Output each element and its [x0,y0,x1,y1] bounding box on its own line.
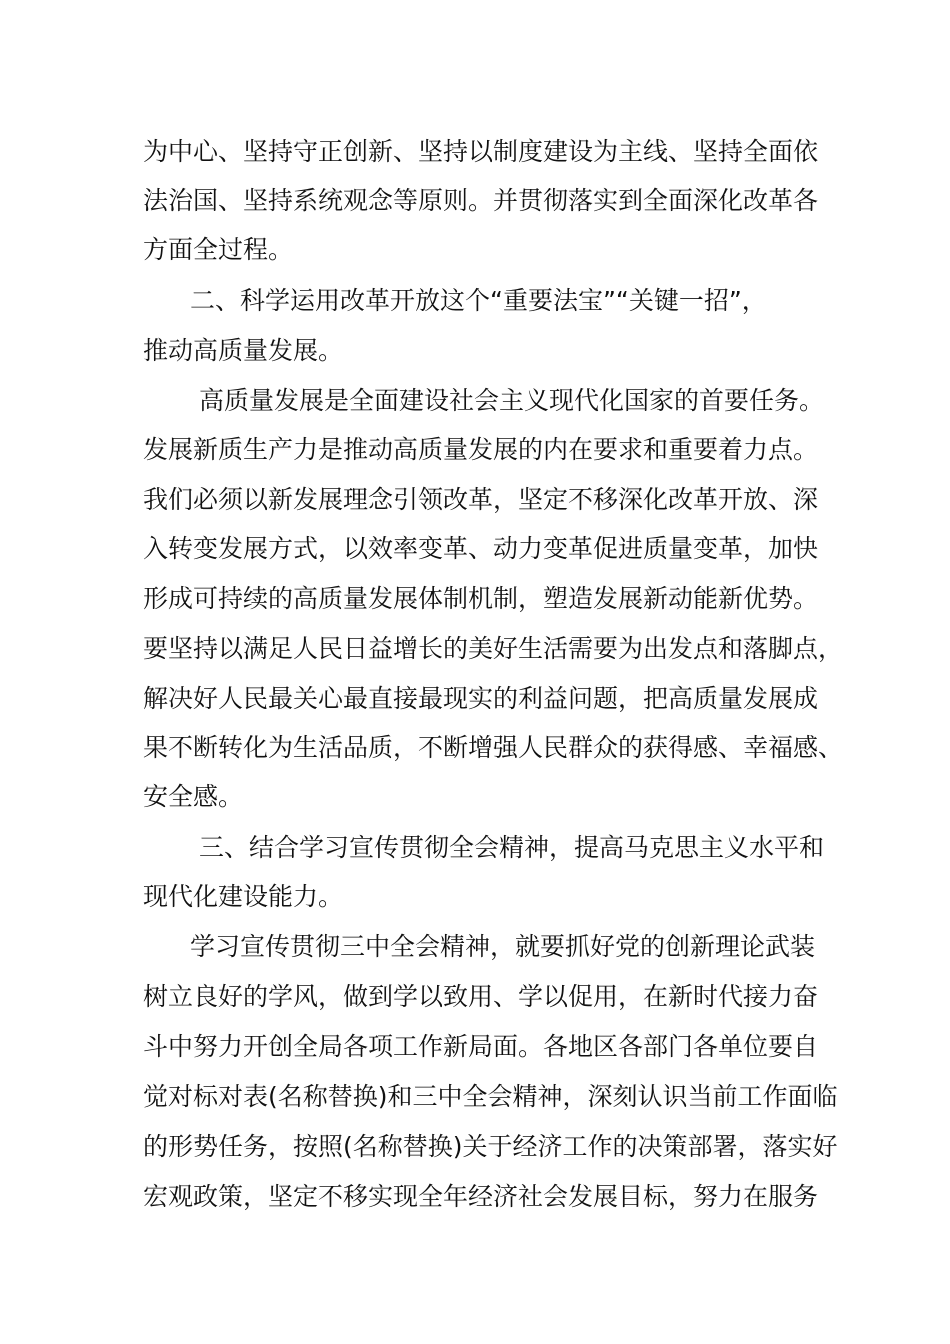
body-text-line: 果不断转化为生活品质，不断增强人民群众的获得感、幸福感、 [143,733,844,762]
body-text-line: 的形势任务，按照(名称替换)关于经济工作的决策部署，落实好 [143,1132,838,1161]
body-text-line: 发展新质生产力是推动高质量发展的内在要求和重要着力点。 [143,435,819,464]
section-heading-3-line: 现代化建设能力。 [143,882,344,911]
section-heading-3-line: 三、结合学习宣传贯彻全会精神，提高马克思主义水平和 [199,833,825,862]
body-text-line: 形成可持续的高质量发展体制机制，塑造发展新动能新优势。 [143,584,819,613]
body-text-line: 解决好人民最关心最直接最现实的利益问题，把高质量发展成 [143,684,819,713]
body-text-line: 安全感。 [143,782,244,811]
body-text-line: 学习宣传贯彻三中全会精神，就要抓好党的创新理论武装 [190,932,816,961]
body-text-line: 方面全过程。 [143,235,294,264]
body-text-line: 树立良好的学风，做到学以致用、学以促用，在新时代接力奋 [143,982,819,1011]
body-text-line: 斗中努力开创全局各项工作新局面。各地区各部门各单位要自 [143,1032,819,1061]
section-heading-2-line: 二、科学运用改革开放这个“重要法宝”“关键一招”， [190,286,767,315]
body-text-line: 要坚持以满足人民日益增长的美好生活需要为出发点和落脚点， [143,634,844,663]
body-text-line: 高质量发展是全面建设社会主义现代化国家的首要任务。 [199,386,825,415]
section-heading-2-line: 推动高质量发展。 [143,336,344,365]
body-text-line: 法治国、坚持系统观念等原则。并贯彻落实到全面深化改革各 [143,186,819,215]
body-text-line: 宏观政策，坚定不移实现全年经济社会发展目标，努力在服务 [143,1182,819,1211]
body-text-line: 我们必须以新发展理念引领改革，坚定不移深化改革开放、深 [143,485,819,514]
body-text-line: 为中心、坚持守正创新、坚持以制度建设为主线、坚持全面依 [143,137,819,166]
body-text-line: 觉对标对表(名称替换)和三中全会精神，深刻认识当前工作面临 [143,1082,838,1111]
body-text-line: 入转变发展方式，以效率变革、动力变革促进质量变革，加快 [143,534,819,563]
